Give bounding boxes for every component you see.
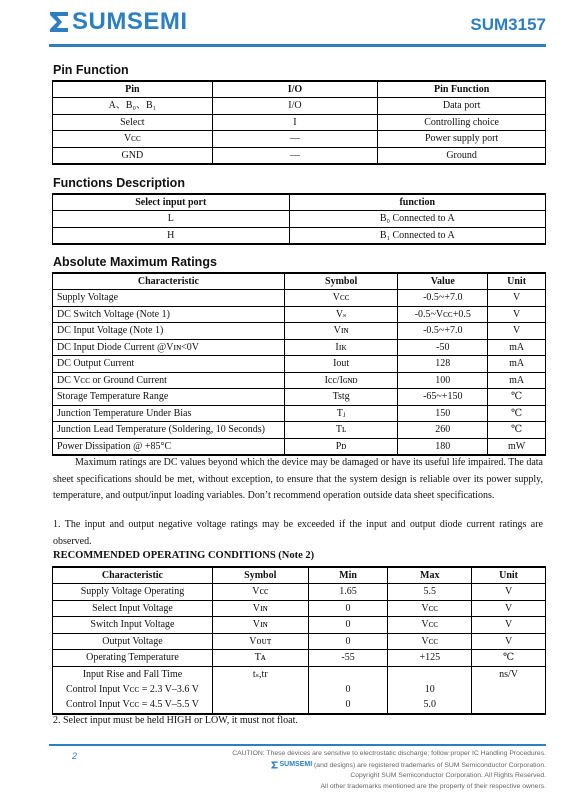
table-cell: V: [472, 600, 546, 617]
table-cell: ℃: [488, 405, 546, 422]
table-cell: Junction Temperature Under Bias: [53, 405, 285, 422]
footer-legal: [232, 749, 546, 792]
table-cell: mA: [488, 372, 546, 389]
table-cell: Data port: [378, 98, 546, 115]
table-cell: Switch Input Voltage: [53, 617, 213, 634]
col-header: Min: [308, 567, 388, 584]
table-cell: Vᴄᴄ: [284, 290, 397, 307]
header-rule: [49, 44, 546, 47]
table-cell: -65~+150: [398, 389, 488, 406]
table-cell: -50: [398, 339, 488, 356]
company-logo: [49, 9, 188, 35]
table-cell: V: [472, 633, 546, 650]
table-cell: V: [488, 290, 546, 307]
table-cell: Tⱼ: [284, 405, 397, 422]
table-header-row: [53, 273, 546, 290]
table-cell: Iout: [284, 356, 397, 373]
table-cell: 0: [308, 617, 388, 634]
col-header: I/O: [212, 81, 378, 98]
col-header: Max: [388, 567, 472, 584]
table-cell: I/O: [212, 98, 378, 115]
abs-max-title: Absolute Maximum Ratings: [53, 255, 217, 269]
table-row: [53, 323, 546, 340]
table-cell: Vₛ: [284, 306, 397, 323]
min-value: 0: [345, 698, 351, 710]
abs-max-note: Maximum ratings are DC values beyond which the device may be damaged or have its useful life impaired. The data sheet specifications should be met, without exception, to ensure that the system design is reliable over its power supply, temperature, and output/input loading variables. Don’t recommend operation outside data sheet specifications.: [53, 457, 543, 501]
table-cell: DC Input Diode Current @Vɪɴ<0V: [53, 339, 285, 356]
col-header: Symbol: [284, 273, 397, 290]
col-header: function: [289, 194, 545, 211]
table-cell: 1.65: [308, 584, 388, 601]
part-number: SUM3157: [470, 15, 546, 34]
col-header: Unit: [472, 567, 546, 584]
table-cell: Junction Lead Temperature (Soldering, 10 Seconds): [53, 422, 285, 439]
table-row: [53, 306, 546, 323]
table-row: [53, 389, 546, 406]
table-row: [53, 339, 546, 356]
min-value: [313, 667, 384, 682]
col-header: Pin: [53, 81, 213, 98]
table-cell: 0: [308, 633, 388, 650]
table-cell: -0.5~+7.0: [398, 290, 488, 307]
note-2: 2. Select input must be held HIGH or LOW, it must not float.: [53, 715, 298, 726]
table-cell: V: [472, 584, 546, 601]
table-row: [53, 211, 546, 228]
table-cell: Select Input Voltage: [53, 600, 213, 617]
table-cell: —: [212, 131, 378, 148]
pin-function-title: Pin Function: [53, 63, 129, 77]
table-cell: ℃: [488, 389, 546, 406]
rise-fall-line: Input Rise and Fall Time: [82, 668, 183, 680]
table-cell: DC Input Voltage (Note 1): [53, 323, 285, 340]
table-cell: Tʟ: [284, 422, 397, 439]
table-cell: Supply Voltage: [53, 290, 285, 307]
rise-fall-line: Control Input Vᴄᴄ = 2.3 V–3.6 V: [65, 683, 199, 695]
table-row: [53, 650, 546, 667]
max-value: [392, 667, 467, 682]
table-row: [53, 147, 546, 164]
table-cell: B₀ Connected to A: [289, 211, 545, 228]
sigma-logo-icon: [49, 11, 69, 33]
table-cell: Vcc: [212, 584, 308, 601]
table-cell: Vᴄᴄ: [53, 131, 213, 148]
page-number: 2: [72, 751, 78, 761]
table-cell: Vᴄᴄ: [388, 633, 472, 650]
col-header: Unit: [488, 273, 546, 290]
page-header: [0, 0, 586, 46]
functions-description-table: [52, 193, 546, 245]
table-cell: H: [53, 227, 290, 244]
table-cell: [388, 666, 472, 714]
table-cell: ℃: [488, 422, 546, 439]
table-cell: B₁ Connected to A: [289, 227, 545, 244]
mini-logo-text: SUMSEMI: [279, 760, 313, 768]
col-header: Characteristic: [53, 273, 285, 290]
table-cell: Vᴄᴄ: [388, 600, 472, 617]
table-cell: [308, 666, 388, 714]
table-cell: V: [488, 306, 546, 323]
table-row: [53, 633, 546, 650]
table-cell: mW: [488, 438, 546, 455]
table-row: [53, 438, 546, 455]
table-cell: 150: [398, 405, 488, 422]
note-1: 1. The input and output negative voltage ratings may be exceeded if the input and output diode current ratings are observed.: [53, 519, 543, 547]
table-cell: Pᴅ: [284, 438, 397, 455]
table-row: [53, 405, 546, 422]
table-cell: +125: [388, 650, 472, 667]
table-cell: Icc/Iɢɴᴅ: [284, 372, 397, 389]
mini-logo: [271, 760, 312, 771]
rise-fall-line: Control Input Vᴄᴄ = 4.5 V–5.5 V: [65, 698, 199, 710]
table-cell: I: [212, 114, 378, 131]
table-cell: DC Vᴄᴄ or Ground Current: [53, 372, 285, 389]
table-cell: Ground: [378, 147, 546, 164]
abs-max-table: [52, 272, 546, 456]
footer-trademark: [232, 760, 546, 772]
table-row: [53, 114, 546, 131]
min-value: 0: [345, 683, 351, 695]
table-cell: Vɪɴ: [284, 323, 397, 340]
table-cell: —: [212, 147, 378, 164]
table-row-rise-fall: [53, 666, 546, 714]
table-cell: 180: [398, 438, 488, 455]
table-row: [53, 98, 546, 115]
table-cell: Iɪᴋ: [284, 339, 397, 356]
table-cell: 100: [398, 372, 488, 389]
table-cell: A、B₀、B₁: [53, 98, 213, 115]
table-row: [53, 290, 546, 307]
table-cell: DC Switch Voltage (Note 1): [53, 306, 285, 323]
table-header-row: [53, 567, 546, 584]
max-value: 5.0: [423, 698, 437, 710]
table-cell: Vᴏᴜᴛ: [212, 633, 308, 650]
table-cell: Power Dissipation @ +85°C: [53, 438, 285, 455]
col-header: Select input port: [53, 194, 290, 211]
table-cell: Tstg: [284, 389, 397, 406]
sigma-logo-icon: [271, 761, 278, 769]
col-header: Value: [398, 273, 488, 290]
table-cell: 128: [398, 356, 488, 373]
table-cell: Vᴄᴄ: [388, 617, 472, 634]
table-cell: Power supply port: [378, 131, 546, 148]
table-cell: Supply Voltage Operating: [53, 584, 213, 601]
table-cell: ℃: [472, 650, 546, 667]
table-cell: -55: [308, 650, 388, 667]
table-row: [53, 227, 546, 244]
table-cell: ns/V: [472, 666, 546, 714]
table-cell: mA: [488, 339, 546, 356]
table-cell: L: [53, 211, 290, 228]
table-cell: Tᴀ: [212, 650, 308, 667]
table-cell: Vɪɴ: [212, 617, 308, 634]
table-header-row: [53, 81, 546, 98]
table-cell: Controlling choice: [378, 114, 546, 131]
table-cell: -0.5~Vᴄᴄ+0.5: [398, 306, 488, 323]
table-cell: Storage Temperature Range: [53, 389, 285, 406]
table-cell: 0: [308, 600, 388, 617]
table-cell: 260: [398, 422, 488, 439]
table-row: [53, 600, 546, 617]
table-row: [53, 617, 546, 634]
footer-other-trademarks: All other trademarks mentioned are the property of their respective owners.: [320, 782, 546, 790]
roc-title: RECOMMENDED OPERATING CONDITIONS (Note 2): [53, 550, 315, 561]
table-cell: -0.5~+7.0: [398, 323, 488, 340]
table-header-row: [53, 194, 546, 211]
logo-text: SUMSEMI: [72, 8, 188, 35]
table-cell: [53, 666, 213, 714]
table-cell: V: [472, 617, 546, 634]
table-row: [53, 372, 546, 389]
table-cell: Vɪɴ: [212, 600, 308, 617]
table-cell: 5.5: [388, 584, 472, 601]
max-value: 10: [424, 683, 435, 695]
table-row: [53, 422, 546, 439]
table-cell: V: [488, 323, 546, 340]
table-cell: GND: [53, 147, 213, 164]
footer-rule: [49, 744, 546, 746]
functions-description-title: Functions Description: [53, 176, 185, 190]
col-header: Characteristic: [53, 567, 213, 584]
footer-copyright: Copyright SUM Semiconductor Corporation. All Rights Reserved.: [350, 772, 546, 780]
pin-function-table: [52, 80, 546, 165]
table-cell: Operating Temperature: [53, 650, 213, 667]
table-cell: tₛ,tr: [212, 666, 308, 714]
table-row: [53, 131, 546, 148]
table-cell: DC Output Current: [53, 356, 285, 373]
roc-table: [52, 566, 546, 715]
table-cell: Output Voltage: [53, 633, 213, 650]
col-header: Symbol: [212, 567, 308, 584]
table-cell: mA: [488, 356, 546, 373]
table-cell: Select: [53, 114, 213, 131]
col-header: Pin Function: [378, 81, 546, 98]
footer-trademark-text: (and designs) are registered trademarks of SUM Semiconductor Corporation.: [314, 761, 546, 769]
footer-caution: CAUTION: These devices are sensitive to electrostatic discharge; follow proper IC Handling Procedures.: [232, 750, 546, 757]
table-row: [53, 584, 546, 601]
table-row: [53, 356, 546, 373]
